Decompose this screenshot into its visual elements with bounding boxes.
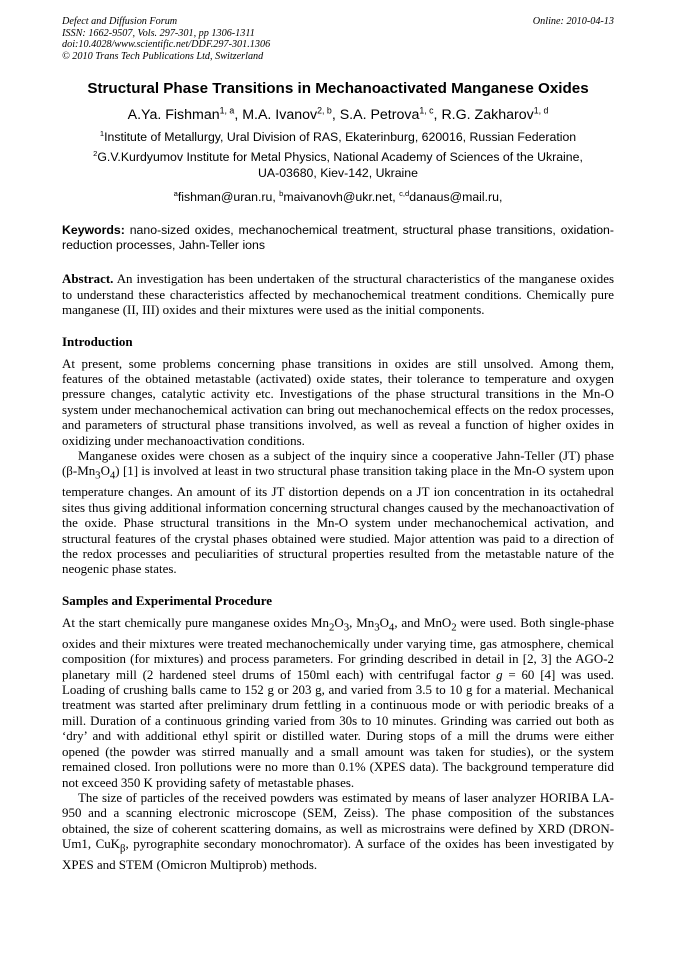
author-name: A.Ya. Fishman [127, 107, 220, 124]
journal-name: Defect and Diffusion Forum [62, 16, 178, 27]
section-heading-samples: Samples and Experimental Procedure [62, 592, 273, 608]
author-sup: 2, b [317, 105, 332, 116]
samples-paragraph-2: The size of particles of the received powders was estimated by means of laser analyzer HORIBA LA-950 and a scanning electronic microscope (SEM, Zeiss). The phase composition of the substances obtained, the size of coherent scattering domains, as well as microstrains were defined by XRD (DRON-Um1, CuK$_\beta$, pyrographite secondary monochromator). A surface of the oxides has been investigated by XPES and STEM (Omicron Multiprob) methods. [62, 789, 614, 873]
online-date: Online: 2010-04-13 [532, 16, 614, 27]
paper-page [62, 16, 614, 873]
affiliation-2: $^2$G.V.Kurdyumov Institute for Metal Physics, National Academy of Sciences of the Ukraine, UA-03680, Kiev-142, Ukraine [93, 149, 583, 181]
author-name: M.A. Ivanov [242, 107, 318, 124]
email-link[interactable]: danaus@mail.ru, [409, 190, 503, 205]
doi-line: doi:10.4028/www.scientific.net/DDF.297-301.1306 [62, 39, 271, 51]
author-sup: 1, c [419, 105, 434, 116]
author-sup: 1, a [219, 105, 235, 116]
author-name: S.A. Petrova [339, 107, 420, 124]
intro-paragraph-2: Manganese oxides were chosen as a subject of the inquiry since a cooperative Jahn-Teller (JT) phase $(\beta-Mn_3O_4)$ [1] is involved at least in two structural phase transition taking place in the Mn-O system upon temperature changes. An amount of its JT distortion depends on a JT ion concentration in its octahedral sites thus giving additional information concerning structural changes caused by the mechanoactivation of the oxide. Phase structural transitions in the Mn-O system under mechanochemical activation, and structural features of the crystal phases obtained were studied. Major attention was paid to a direction of the redox processes and peculiarities of structural properties resulted from the metastable nature of the neogenic phase states. [62, 448, 614, 577]
section-heading-introduction: Introduction [62, 333, 133, 349]
samples-paragraph-1: At the start chemically pure manganese oxides $Mn_2O_3$, $Mn_3O_4$, and MnO$_2$ were used. Both single-phase oxides and their mixtures were treated mechanochemically under varying time, gas atmosphere, chemical composition (for mixtures) and process parameters. For grinding described in detail in [2, 3] the AGO-2 planetary mill (2 hardened steel drums of 150ml each) with centrifugal factor g = 60 [4] was used. Loading of crushing balls came to 152 g or 203 g, and varied from 3.5 to 10 g for a material. Mechanical treatment was started after preliminary drum fettling in a continuous mode or with periodic breaks of a mill. Duration of a continuous grinding varied from 30s to 10 minutes. Grinding was carried out both as ‘dry’ and with additional ethyl spirit or distilled water. During stops of a mill the drums were either opened (the powder was stirred manually and a small amount was taken for studies), or the system remained closed. Iron pollutions were no more than 0.1% (XPES data). The background temperature did not exceed 350 K providing safety of metastable phases. [62, 614, 615, 790]
email-link[interactable]: fishman@uran.ru, [177, 190, 280, 205]
author-list: A.Ya. Fishman$^{1, a}$, M.A. Ivanov$^{2, b}$, S.A. Petrova$^{1, c}$, R.G. Zakharov$^{1, d}$ [127, 105, 549, 124]
abstract-label: Abstract. [62, 271, 114, 287]
intro-paragraph-1: At present, some problems concerning phase transitions in oxides are still unsolved. Among them, features of the obtained metastable (activated) oxide states, their tolerance to temperature and oxygen pressure changes, catalytic activity etc. Investigations of the phase structural transitions in the Mn-O system under mechanochemical activation can bring out mechanochemical effects on the redox processes, and parameters of structural phase transitions involved, as well as reveal a function of higher oxides in oxidizing under mechanoactivation conditions. [62, 355, 614, 448]
email-link[interactable]: maivanovh@ukr.net, [283, 190, 400, 205]
copyright-line: © 2010 Trans Tech Publications Ltd, Switzerland [62, 50, 264, 62]
keywords-text: nano-sized oxides, mechanochemical treatment, structural phase transitions, oxidation-reduction processes, Jahn-Teller ions [62, 223, 614, 253]
journal-header [62, 16, 614, 62]
author-emails: $^a$fishman@uran.ru, $^b$maivanovh@ukr.net, $^{c,d}$danaus@mail.ru, [173, 189, 503, 205]
affiliation-1: $^1$Institute of Metallurgy, Ural Division of RAS, Ekaterinburg, 620016, Russian Federation [99, 129, 577, 145]
keywords [62, 223, 614, 253]
author-name: R.G. Zakharov [441, 107, 534, 124]
author-sup: 1, d [533, 105, 549, 116]
paper-title: Structural Phase Transitions in Mechanoactivated Manganese Oxides [87, 80, 589, 98]
abstract [62, 271, 614, 317]
abstract-text: An investigation has been undertaken of the structural characteristics of the manganese oxides to understand these characteristics affected by mechanochemical treatment conditions. Chemically pure manganese (II, III) oxides and their mixtures were used as the initial components. [62, 271, 614, 318]
keywords-label: Keywords: [62, 223, 125, 238]
issn-line: ISSN: 1662-9507, Vols. 297-301, pp 1306-1311 [62, 27, 255, 39]
